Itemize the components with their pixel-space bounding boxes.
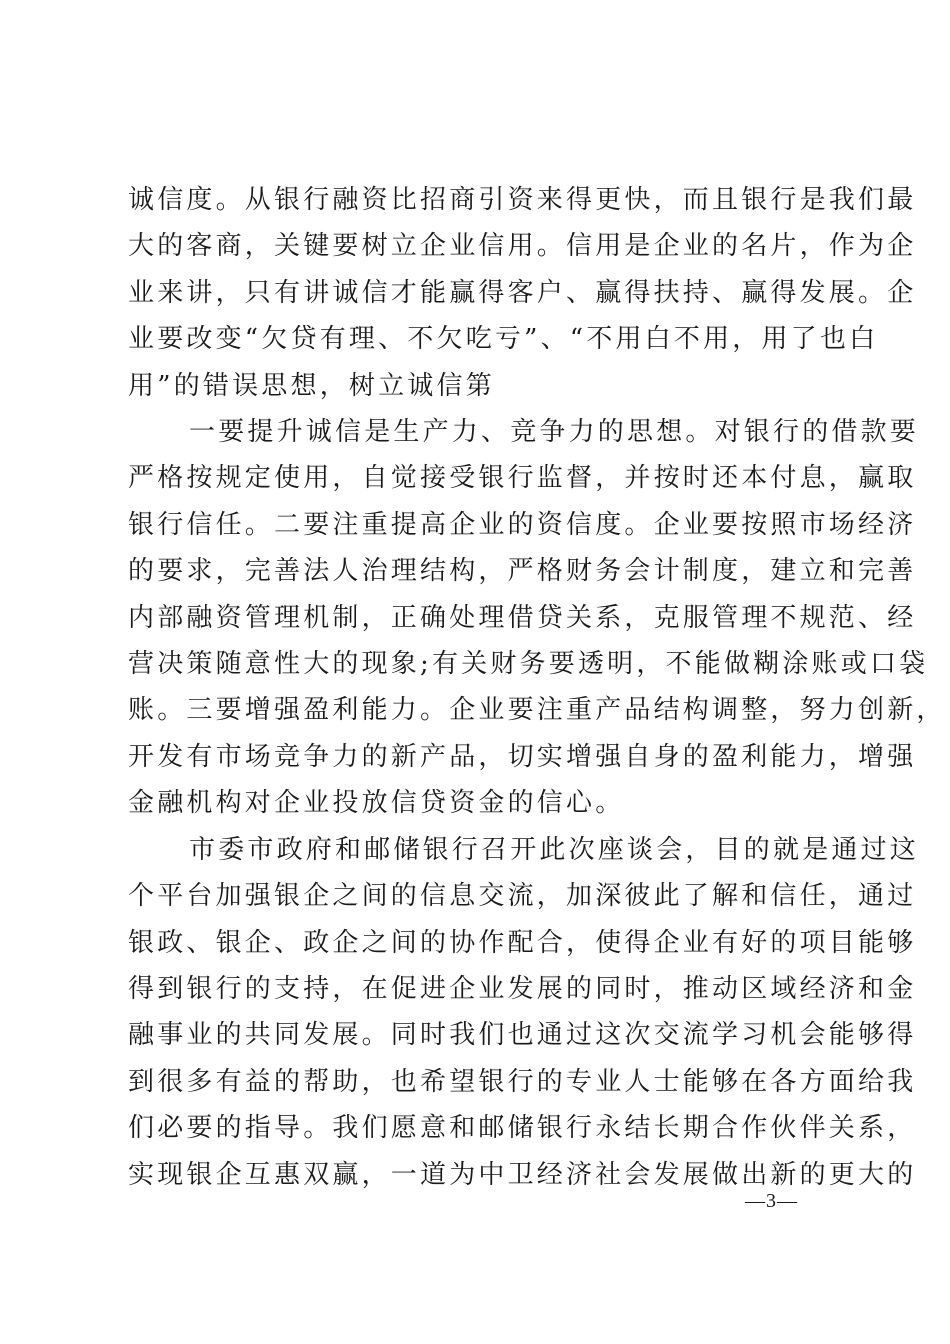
text-line: 们必要的指导。我们愿意和邮储银行永结长期合作伙伴关系， [128,1113,917,1144]
text-line: 大的客商，关键要树立企业信用。信用是企业的名片，作为企 [128,231,917,262]
text-line: 得到银行的支持，在促进企业发展的同时，推动区域经济和金 [128,973,917,1004]
text-line: 诚信度。从银行融资比招商引资来得更快，而且银行是我们最 [128,185,917,215]
text-line: 一要提升诚信是生产力、竞争力的思想。对银行的借款要 [189,417,920,448]
text-line: 内部融资管理机制，正确处理借贷关系，克服管理不规范、经 [128,602,917,633]
text-line: 业来讲，只有讲诚信才能赢得客户、赢得扶持、赢得发展。企 [128,277,917,308]
text-line: 市委市政府和邮储银行召开此次座谈会，目的就是通过这 [189,834,920,865]
text-line: 金融机构对企业投放信贷资金的信心。 [128,788,625,819]
text-line: 的要求，完善法人治理结构，严格财务会计制度，建立和完善 [128,556,917,587]
text-line: 业要改变“欠贷有理、不欠吃亏”、“不用白不用，用了也白 [128,324,879,355]
text-line: 开发有市场竞争力的新产品，切实增强自身的盈利能力，增强 [128,741,917,772]
text-line: 严格按规定使用，自觉接受银行监督，并按时还本付息，赢取 [128,463,917,494]
text-line: 实现银企互惠双赢，一道为中卫经济社会发展做出新的更大的 [128,1159,917,1190]
text-line: 个平台加强银企之间的信息交流，加深彼此了解和信任，通过 [128,881,917,912]
text-line: 用”的错误思想，树立诚信第 [128,370,495,401]
page-number: —3— [745,1190,798,1212]
paragraph-1 [128,177,917,409]
text-line: 银政、银企、政企之间的协作配合，使得企业有好的项目能够 [128,927,917,958]
paragraph-2 [128,409,946,827]
text-line: 融事业的共同发展。同时我们也通过这次交流学习机会能够得 [128,1020,917,1051]
document-page-body [128,177,946,1198]
text-line: 到很多有益的帮助，也希望银行的专业人士能够在各方面给我 [128,1066,917,1097]
text-line: 银行信任。二要注重提高企业的资信度。企业要按照市场经济 [128,509,917,540]
text-line: 营决策随意性大的现象;有关财务要透明，不能做糊涂账或口袋 [128,649,929,680]
paragraph-3 [128,827,920,1198]
text-line: 账。三要增强盈利能力。企业要注重产品结构调整，努力创新， [128,695,946,726]
